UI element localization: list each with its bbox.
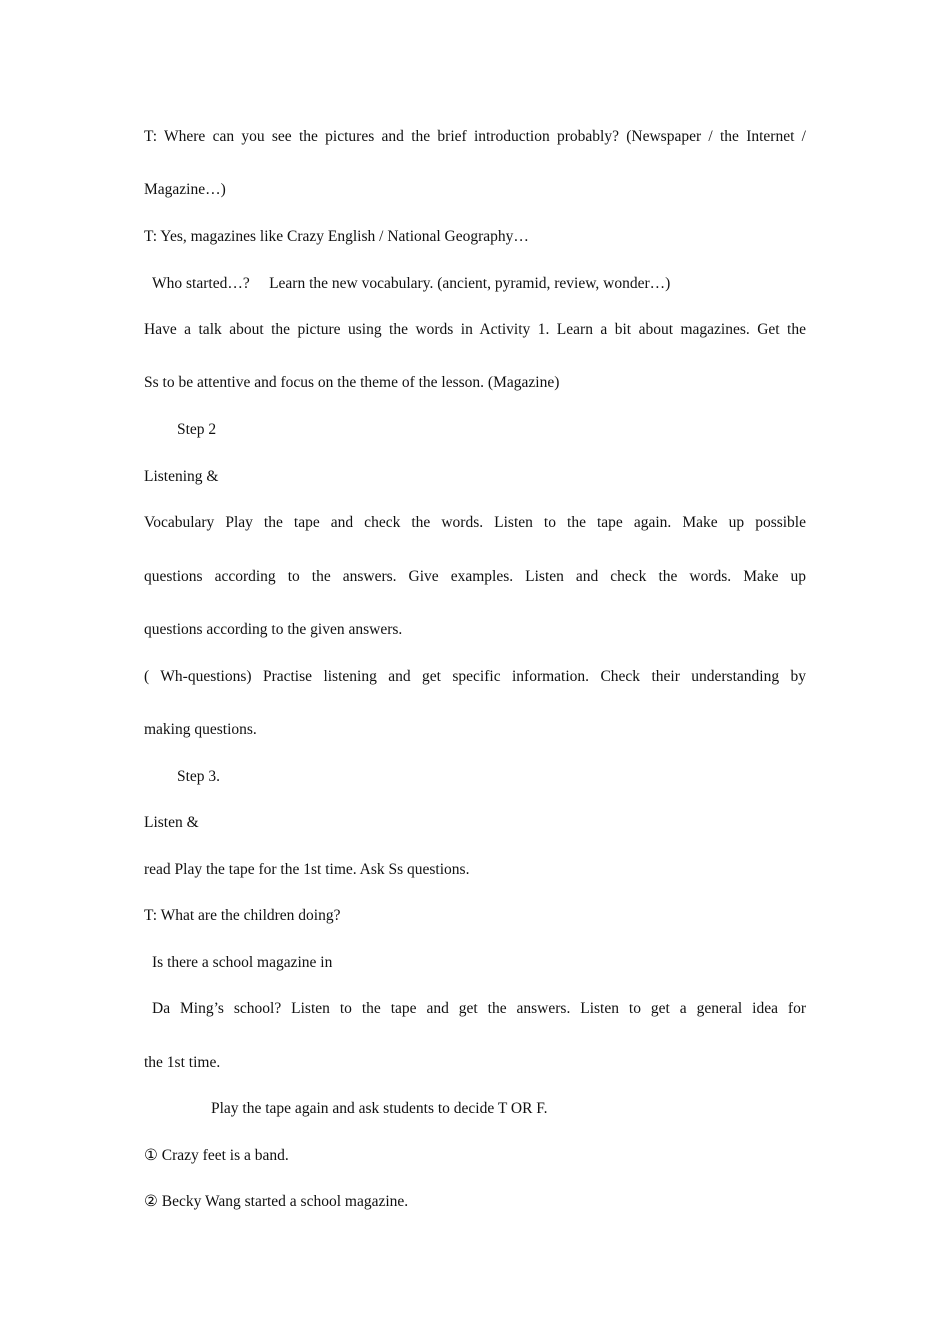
text-line-4: Who started…? Learn the new vocabulary. (ancient, pyramid, review, wonder…) [152,275,671,292]
text-line-8: Listening & [144,468,219,485]
text-line-21: Play the tape again and ask students to decide T OR F. [211,1100,548,1117]
step-2-heading: Step 2 [177,421,217,438]
text-line-5: Have a talk about the picture using the words in Activity 1. Learn a bit about magazines. Get the [144,321,806,338]
text-line-13: making questions. [144,721,257,738]
text-line-11: questions according to the given answers. [144,621,403,638]
text-line-15: Listen & [144,814,199,831]
text-line-6: Ss to be attentive and focus on the theme of the lesson. (Magazine) [144,374,560,391]
text-line-12: ( Wh-questions) Practise listening and get specific information. Check their understanding by [144,668,806,685]
text-line-3: T: Yes, magazines like Crazy English / National Geography… [144,228,529,245]
text-line-10: questions according to the answers. Give examples. Listen and check the words. Make up [144,568,806,585]
text-line-1: T: Where can you see the pictures and the brief introduction probably? (Newspaper / the Internet / [144,128,806,145]
text-line-19: Da Ming’s school? Listen to the tape and get the answers. Listen to get a general idea for [152,1000,806,1017]
text-line-18: Is there a school magazine in [152,954,333,971]
text-line-16: read Play the tape for the 1st time. Ask Ss questions. [144,861,470,878]
text-line-17: T: What are the children doing? [144,907,341,924]
step-3-heading: Step 3. [177,768,221,785]
list-item-1: ① Crazy feet is a band. [144,1147,289,1164]
text-line-20: the 1st time. [144,1054,221,1071]
text-line-9: Vocabulary Play the tape and check the words. Listen to the tape again. Make up possible [144,514,806,531]
list-item-2: ② Becky Wang started a school magazine. [144,1193,409,1210]
text-line-2: Magazine…) [144,181,226,198]
